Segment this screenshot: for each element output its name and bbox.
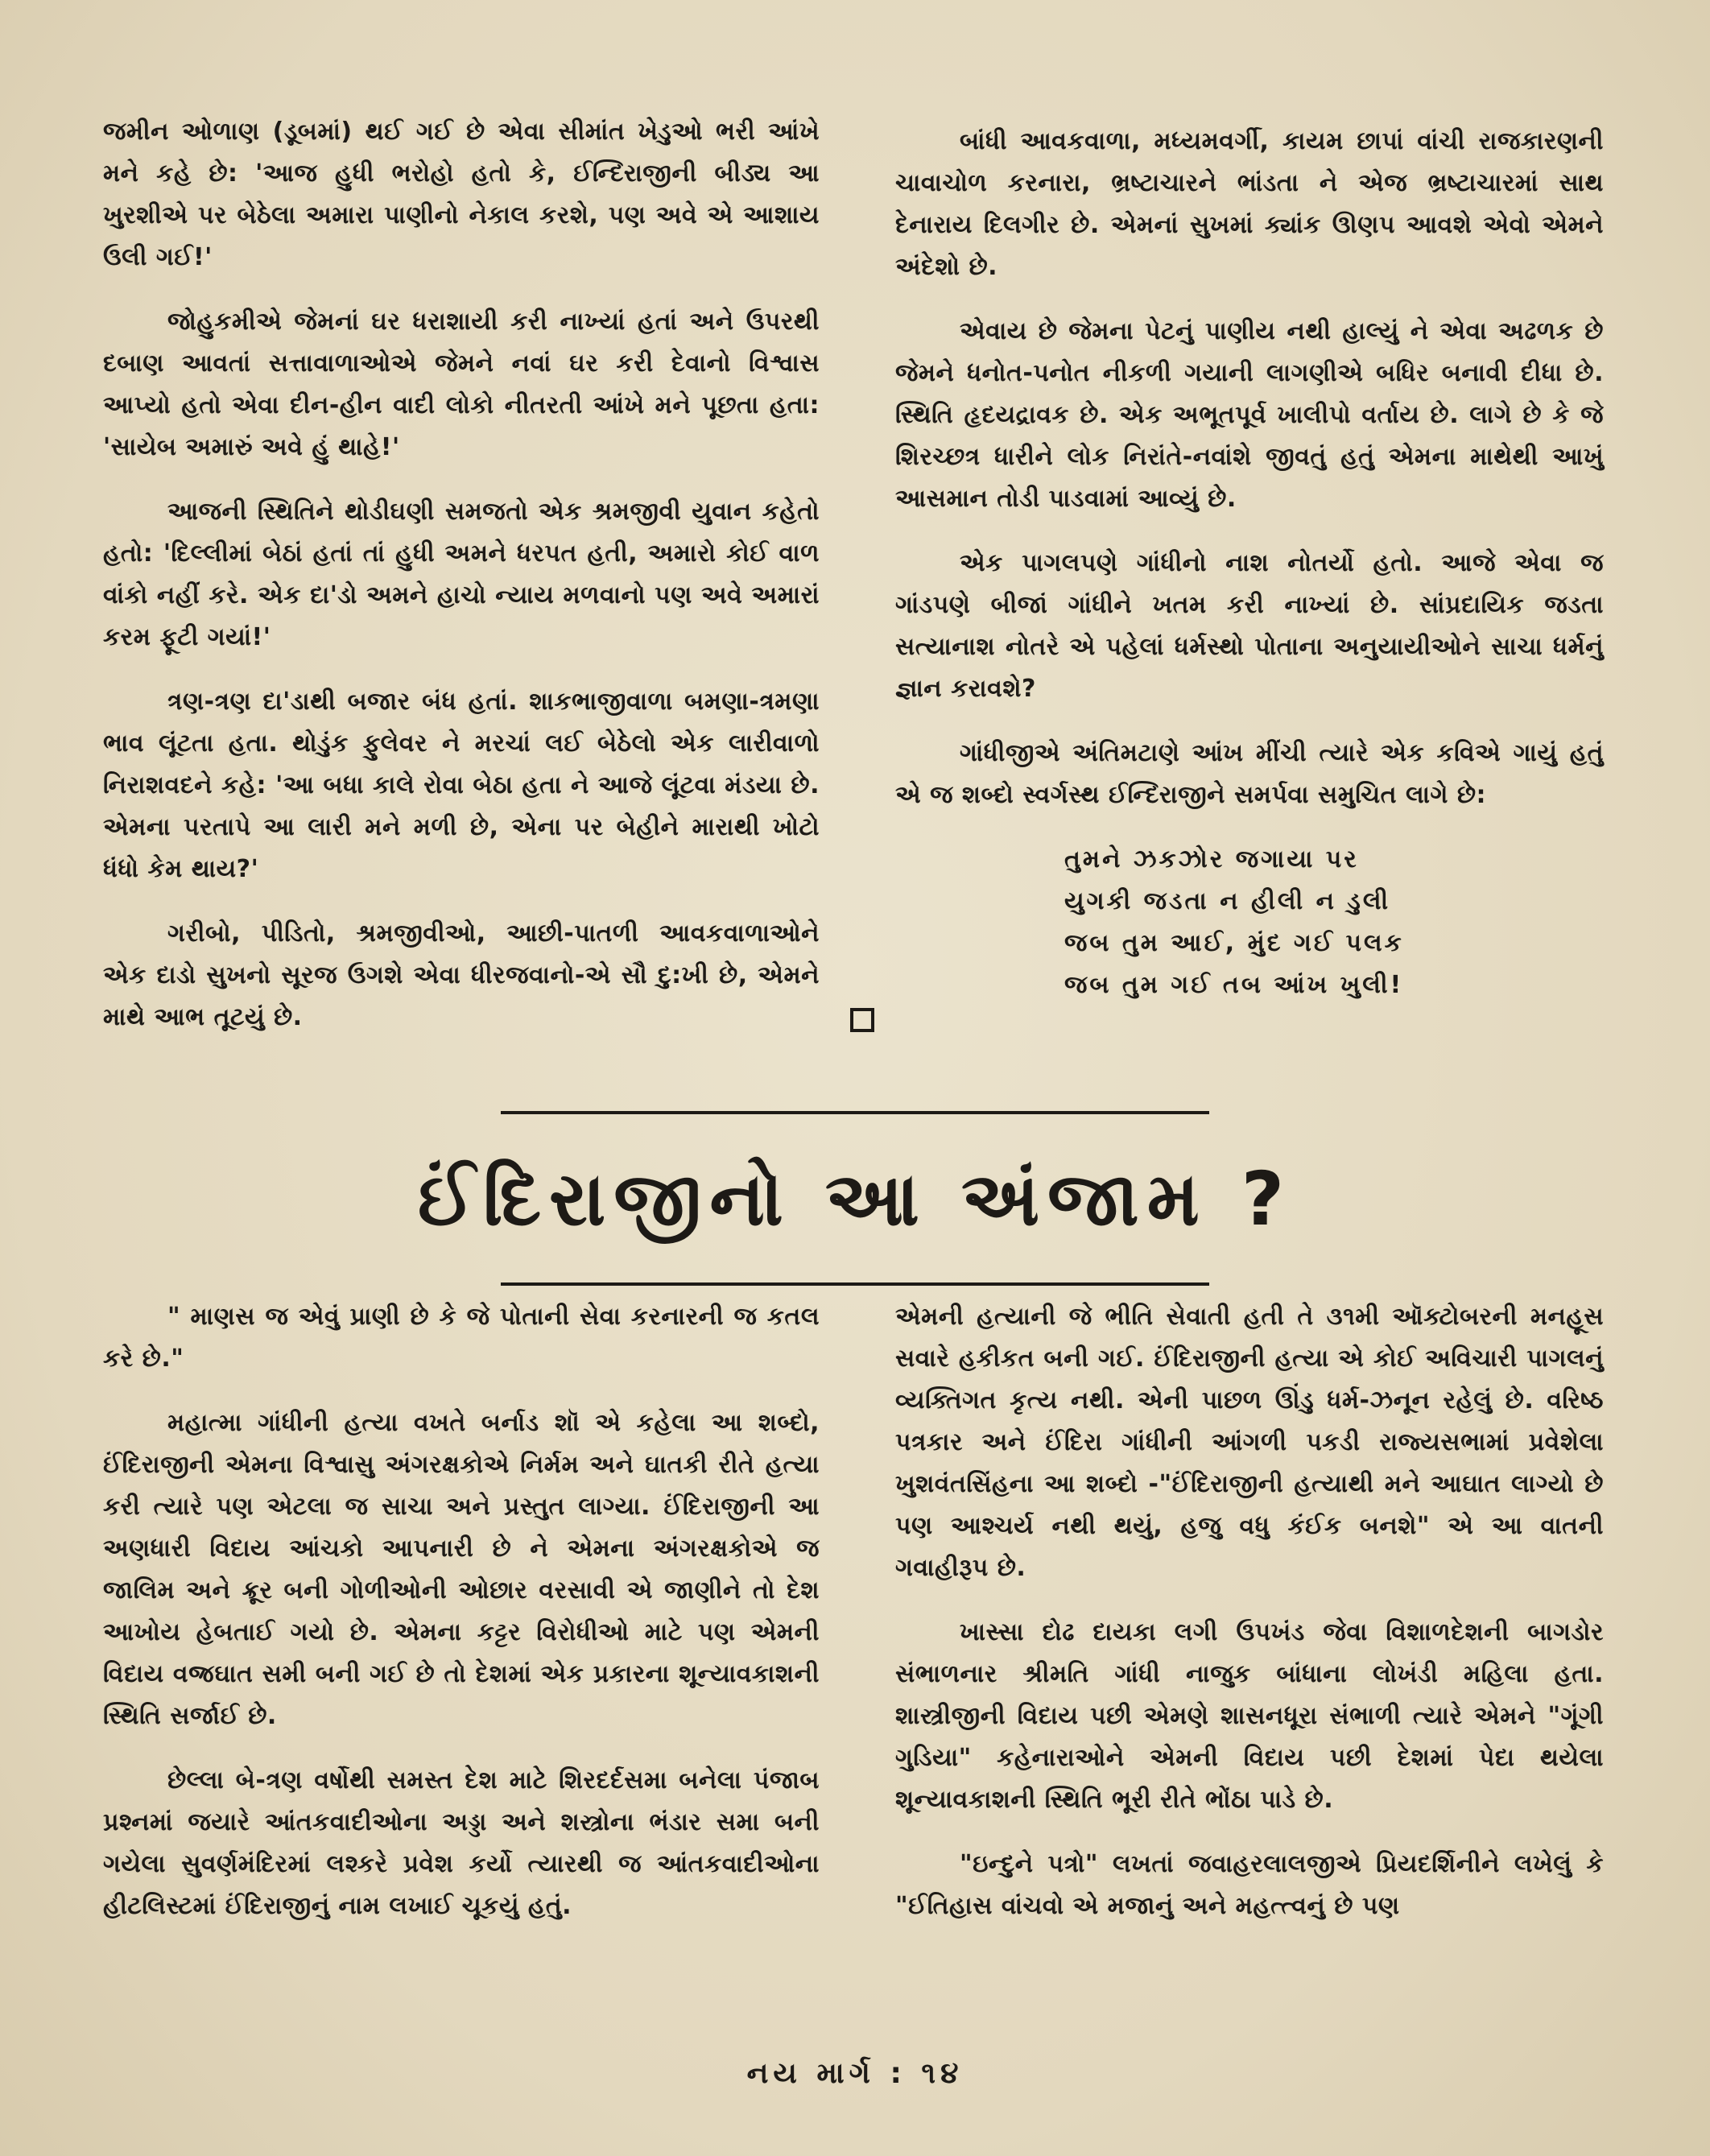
poem-line: તુમને ઝકઝોર જગાયા પર — [1064, 845, 1359, 874]
paragraph: "ઇન્દુને પત્રો" લખતાં જવાહરલાલજીએ પ્રિયદર્શિનીને લખેલું કે "ઈતિહાસ વાંચવો એ મજાનું અને મહત્ત્વનું છે પણ — [895, 1850, 1604, 1920]
article-end-mark — [850, 1008, 874, 1032]
top-right-column — [895, 121, 1604, 1006]
poem-line: જબ તુમ આઈ, મુંદ ગઈ પલક — [1064, 929, 1404, 957]
paragraph: આજની સ્થિતિને થોડીઘણી સમજતો એક શ્રમજીવી યુવાન કહેતો હતો: 'દિલ્લીમાં બેઠાં હતાં તાં હુધી અમને ધરપત હતી, અમારો કોઈ વાળ વાંકો નહીં કરે. એક દા'ડો અમને હાચો ન્યાય મળવાનો પણ અવે અમારાં કરમ ફૂટી ગયાં!' — [103, 498, 820, 651]
paragraph: એમની હત્યાની જે ભીતિ સેવાતી હતી તે ૩૧મી ઑક્ટોબરની મનહૂસ સવારે હકીકત બની ગઈ. ઈંદિરાજીની હત્યા એ કોઈ અવિચારી પાગલનું વ્યક્તિગત કૃત્ય નથી. એની પાછળ ઊંડુ ધર્મ-ઝનૂન રહેલું છે. વરિષ્ઠ પત્રકાર અને ઈંદિરા ગાંધીની આંગળી પકડી રાજ્યસભામાં પ્રવેશેલા ખુશવંતસિંહના આ શબ્દો -"ઈંદિરાજીની હત્યાથી મને આઘાત લાગ્યો છે પણ આશ્ચર્ય નથી થયું, હજુ વધુ કંઈક બનશે" એ આ વાતની ગવાહીરૂપ છે. — [895, 1303, 1604, 1582]
paragraph: ગાંધીજીએ અંતિમટાણે આંખ મીંચી ત્યારે એક કવિએ ગાયું હતું એ જ શબ્દો સ્વર્ગસ્થ ઈન્દિરાજીને સમર્પવા સમુચિત લાગે છે: — [895, 739, 1604, 809]
heading-rule-bottom — [501, 1282, 1209, 1286]
paragraph: એક પાગલપણે ગાંધીનો નાશ નોતર્યો હતો. આજે એવા જ ગાંડપણે બીજાં ગાંધીને ખતમ કરી નાખ્યાં છે. સાંપ્રદાયિક જડતા સત્યાનાશ નોતરે એ પહેલાં ધર્મસ્થો પોતાના અનુયાયીઓને સાચા ધર્મનું જ્ઞાન કરાવશે? — [895, 549, 1604, 703]
paragraph: ખાસ્સા દોઢ દાયકા લગી ઉપખંડ જેવા વિશાળદેશની બાગડોર સંભાળનાર શ્રીમતિ ગાંધી નાજુક બાંધાના લોખંડી મહિલા હતા. શાસ્ત્રીજીની વિદાય પછી એમણે શાસનધૂરા સંભાળી ત્યારે એમને "ગૂંગી ગુડિયા" કહેનારાઓને એમની વિદાય પછી દેશમાં પેદા થયેલા શૂન્યાવકાશની સ્થિતિ ભૂરી રીતે ભોંઠા પાડે છે. — [895, 1618, 1604, 1814]
heading-rule-top — [501, 1111, 1209, 1114]
poem-verse — [1064, 839, 1604, 1006]
poem-line: જબ તુમ ગઈ તબ આંખ ખુલી! — [1064, 971, 1404, 999]
paragraph: ત્રણ-ત્રણ દા'ડાથી બજાર બંધ હતાં. શાકભાજીવાળા બમણા-ત્રમણા ભાવ લૂંટતા હતા. થોડુંક ફુલેવર ને મરચાં લઈ બેઠેલો એક લારીવાળો નિરાશવદને કહે: 'આ બધા કાલે રોવા બેઠા હતા ને આજે લૂંટવા મંડયા છે. એમના પરતાપે આ લારી મને મળી છે, એના પર બેહીને મારાથી ખોટો ધંધો કેમ થાય?' — [103, 688, 820, 883]
top-left-column — [103, 111, 820, 1061]
bottom-left-column — [103, 1296, 820, 1950]
quote-paragraph: " માણસ જ એવું પ્રાણી છે કે જે પોતાની સેવા કરનારની જ કતલ કરે છે." — [103, 1303, 820, 1373]
page-footer: નય માર્ગ : ૧૪ — [746, 2057, 964, 2090]
bottom-right-column — [895, 1296, 1604, 1950]
paragraph: મહાત્મા ગાંધીની હત્યા વખતે બર્નાડ શૉ એ કહેલા આ શબ્દો, ઈંદિરાજીની એમના વિશ્વાસુ અંગરક્ષકોએ નિર્મમ અને ઘાતકી રીતે હત્યા કરી ત્યારે પણ એટલા જ સાચા અને પ્રસ્તુત લાગ્યા. ઈંદિરાજીની આ અણધારી વિદાય આંચકો આપનારી છે ને એમના અંગરક્ષકોએ જ જાલિમ અને ક્રૂર બની ગોળીઓની ઓછાર વરસાવી એ જાણીને તો દેશ આખોય હેબતાઈ ગયો છે. એમના કટ્ટર વિરોધીઓ માટે પણ એમની વિદાય વજ્રઘાત સમી બની ગઈ છે તો દેશમાં એક પ્રકારના શૂન્યાવકાશની સ્થિતિ સર્જાઈ છે. — [103, 1409, 820, 1730]
paragraph: ગરીબો, પીડિતો, શ્રમજીવીઓ, આછી-પાતળી આવકવાળાઓને એક દાડો સુખનો સૂરજ ઉગશે એવા ધીરજવાનો-એ સૌ દુ:ખી છે, એમને માથે આભ તૂટયું છે. — [103, 919, 820, 1031]
paragraph: જમીન ઓળાણ (ડૂબમાં) થઈ ગઈ છે એવા સીમાંત ખેડુઓ ભરી આંખે મને કહે છે: 'આજ હુધી ભરોહો હતો કે, ઈન્દિરાજીની બીડ્ય આ ખુરશીએ પર બેઠેલા અમારા પાણીનો નેકાલ કરશે, પણ અવે એ આશાય ઉલી ગઈ!' — [103, 118, 820, 271]
paragraph: એવાય છે જેમના પેટનું પાણીય નથી હાલ્યું ને એવા અઢળક છે જેમને ધનોત-પનોત નીકળી ગયાની લાગણીએ બધિર બનાવી દીધા છે. સ્થિતિ હૃદયદ્રાવક છે. એક અભૂતપૂર્વ ખાલીપો વર્તાય છે. લાગે છે કે જે શિરચ્છત્ર ધારીને લોક નિરાંતે-નવાંશે જીવતું હતું એમના માથેથી આખું આસમાન તોડી પાડવામાં આવ્યું છે. — [895, 317, 1604, 513]
paragraph: જોહુકમીએ જેમનાં ઘર ધરાશાયી કરી નાખ્યાં હતાં અને ઉપરથી દબાણ આવતાં સત્તાવાળાઓએ જેમને નવાં ઘર કરી દેવાનો વિશ્વાસ આપ્યો હતો એવા દીન-હીન વાદી લોકો નીતરતી આંખે મને પૂછતા હતા: 'સાયેબ અમારું અવે હું થાહે!' — [103, 308, 820, 461]
paragraph: છેલ્લા બે-ત્રણ વર્ષોથી સમસ્ત દેશ માટે શિરદર્દસમા બનેલા પંજાબ પ્રશ્નમાં જયારે આંતકવાદીઓના અડ્ડા અને શસ્ત્રોના ભંડાર સમા બની ગયેલા સુવર્ણમંદિરમાં લશ્કરે પ્રવેશ કર્યો ત્યારથી જ આંતકવાદીઓના હીટલિસ્ટમાં ઈંદિરાજીનું નામ લખાઈ ચૂકયું હતું. — [103, 1766, 820, 1920]
article-heading: ઈંદિરાજીનો આ અંજામ ? — [417, 1156, 1293, 1242]
paragraph: બાંધી આવકવાળા, મધ્યમવર્ગી, કાયમ છાપાં વાંચી રાજકારણની ચાવાચોળ કરનારા, ભ્રષ્ટાચારને ભાંડતા ને એજ ભ્રષ્ટાચારમાં સાથ દેનારાય દિલગીર છે. એમનાં સુખમાં ક્યાંક ઊણપ આવશે એવો એમને અંદેશો છે. — [895, 127, 1604, 281]
poem-line: યુગકી જડતા ન હીલી ન ડુલી — [1064, 887, 1391, 915]
